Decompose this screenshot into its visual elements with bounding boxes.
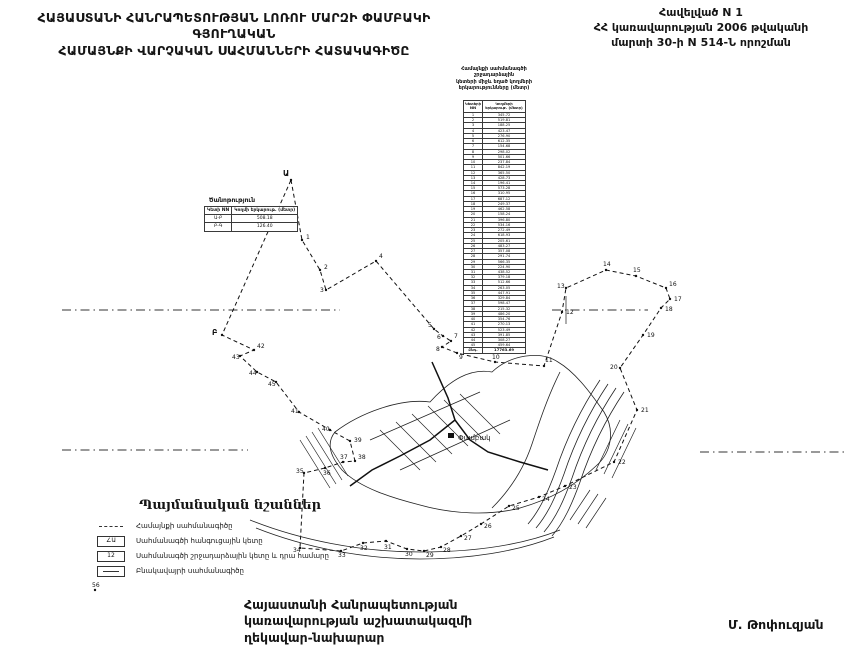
signature-name: Մ. Թոփուզյան (728, 617, 824, 632)
turning-point-symbol-text: 12 (97, 551, 125, 562)
boundary-point-dot (660, 307, 662, 309)
segment-cell: 8 (464, 149, 483, 154)
segment-cell: 687.12 (483, 196, 526, 201)
segment-cell: 215.32 (483, 306, 526, 311)
node-point-symbol-text: ∠Ա (97, 536, 125, 547)
legend-item-turning-point (96, 551, 364, 561)
annex-line1: Հավելված N 1 (659, 6, 743, 19)
segment-cell: 44 (464, 338, 483, 343)
boundary-point-dot (538, 496, 540, 498)
boundary-point-label: 40 (322, 426, 330, 433)
segment-cell: 21 (464, 217, 483, 222)
segment-table-title-line3: երկարությունները (մետր) (458, 84, 530, 91)
mini-table-cell: 508.18 (232, 215, 298, 223)
segment-cell: 423.47 (483, 128, 526, 133)
boundary-point-dot (433, 328, 435, 330)
segment-cell: 31 (464, 269, 483, 274)
signatory-line1: Հայաստանի Հանրապետության (244, 597, 458, 612)
segment-cell: 10 (464, 160, 483, 165)
mini-col-length: Կողմի երկարութ. (մետր) (232, 207, 298, 215)
boundary-point-label: 39 (354, 437, 362, 444)
boundary-point-label: 25 (512, 505, 520, 512)
segment-cell: 7 (464, 144, 483, 149)
segment-cell: 483.27 (483, 243, 526, 248)
boundary-point-label: 6 (437, 334, 441, 341)
segment-cell: 19 (464, 207, 483, 212)
segment-table-title-line1: Համայնքի սահմանագծի շրջադարձային (461, 66, 527, 79)
boundary-point-label: 26 (484, 523, 492, 530)
segment-cell: 17 (464, 196, 483, 201)
boundary-point-dot (221, 334, 223, 336)
segment-cell: 13 (464, 175, 483, 180)
segment-cell: 224.90 (483, 264, 526, 269)
boundary-point-label: 41 (291, 408, 299, 415)
segment-total-value: 17763.69 (483, 348, 526, 353)
boundary-point-dot (613, 461, 615, 463)
boundary-point-dot (635, 275, 637, 277)
boundary-point-dot (508, 505, 510, 507)
boundary-point-label: 23 (569, 484, 577, 491)
boundary-point-label: 38 (358, 454, 366, 461)
boundary-point-dot (324, 467, 326, 469)
segment-cell: 26 (464, 243, 483, 248)
boundary-point-dot (349, 440, 351, 442)
segment-cell: 357.08 (483, 249, 526, 254)
segment-cell: 354.76 (483, 317, 526, 322)
mini-table-title: Ծանոթություն (208, 197, 256, 204)
segment-cell: 365.50 (483, 170, 526, 175)
annex-line3: մարտի 30-ի N 514-Ն որոշման (611, 35, 791, 49)
boundary-point-label: 31 (384, 544, 392, 551)
segment-cell: 5 (464, 133, 483, 138)
boundary-point-label: 11 (545, 357, 553, 364)
boundary-point-label: 28 (443, 547, 451, 554)
boundary-point-label: Բ (212, 328, 218, 337)
mini-table-cell: 126.40 (232, 223, 298, 231)
segment-cell: 459.64 (483, 343, 526, 348)
boundary-point-dot (385, 540, 387, 542)
boundary-point-label: 12 (566, 309, 574, 316)
legend-item-label: Սահմանագծի շրջադարձային կետը և դրա համարը (136, 552, 329, 560)
segment-cell: 573.28 (483, 186, 526, 191)
mini-table-row (205, 223, 298, 231)
node-segments-table (204, 206, 298, 232)
segment-cell: 519.81 (483, 118, 526, 123)
segment-cell: 12 (464, 170, 483, 175)
segment-cell: 396.80 (483, 217, 526, 222)
mini-table-cell: Բ-Գ (205, 223, 232, 231)
segment-cell: 447.91 (483, 290, 526, 295)
boundary-point-label: 43 (232, 354, 240, 361)
segment-cell: 276.90 (483, 133, 526, 138)
segment-table-body (464, 112, 526, 348)
boundary-point-dot (253, 349, 255, 351)
mini-col-points: Կետի NN (205, 207, 232, 215)
legend-item-boundary (96, 521, 364, 531)
page-title-line2: ՀԱՄԱՅՆՔԻ ՎԱՐՉԱԿԱՆ ՍԱՀՄԱՆՆԵՐԻ ՀԱՏԱԿԱԳԻԾԸ (58, 42, 410, 58)
segment-cell: 18 (464, 201, 483, 206)
boundary-point-dot (636, 409, 638, 411)
segment-cell: 428.73 (483, 175, 526, 180)
segment-cell: 249.37 (483, 201, 526, 206)
signatory-line2: կառավարության աշխատակազմի (244, 613, 473, 629)
segment-cell: 501.66 (483, 154, 526, 159)
segment-cell: 612.35 (483, 139, 526, 144)
boundary-point-dot (561, 311, 563, 313)
segment-cell: 379.18 (483, 275, 526, 280)
segment-cell: 270.13 (483, 322, 526, 327)
segment-cell: 3 (464, 123, 483, 128)
boundary-point-dot (456, 352, 458, 354)
segment-cell: 11 (464, 165, 483, 170)
boundary-point-label: 13 (557, 283, 565, 290)
segment-cell: 9 (464, 154, 483, 159)
segment-cell: 298.02 (483, 149, 526, 154)
segment-cell: 310.95 (483, 191, 526, 196)
boundary-point-label: 19 (647, 332, 655, 339)
segment-table-title (444, 66, 544, 91)
community-boundary-line (222, 180, 670, 551)
boundary-point-label: 44 (249, 370, 257, 377)
segment-cell: 345.72 (483, 112, 526, 117)
segment-cell: 42 (464, 327, 483, 332)
boundary-point-label: 29 (426, 552, 434, 559)
boundary-point-dot (325, 289, 327, 291)
boundary-point-dot (669, 298, 671, 300)
segment-cell: 25 (464, 238, 483, 243)
boundary-point-dot (423, 550, 425, 552)
boundary-point-label: 33 (338, 552, 346, 559)
segment-cell: 154.68 (483, 144, 526, 149)
segment-cell: 523.49 (483, 327, 526, 332)
segment-cell: 30 (464, 264, 483, 269)
boundary-point-label: 37 (340, 454, 348, 461)
segment-cell: 272.49 (483, 228, 526, 233)
boundary-point-dot (290, 179, 292, 181)
segment-col-points: Կետերի NN (465, 101, 482, 111)
boundary-point-dot (440, 546, 442, 548)
segment-cell: 39 (464, 311, 483, 316)
segment-cell: 35 (464, 290, 483, 295)
segment-cell: 263.05 (483, 285, 526, 290)
settlement-boundary-box (97, 566, 125, 577)
segment-cell: 842.19 (483, 165, 526, 170)
segment-cell: 27 (464, 249, 483, 254)
boundary-point-label: 9 (459, 354, 463, 361)
segment-cell: 36 (464, 296, 483, 301)
boundary-point-label: 27 (464, 535, 472, 542)
boundary-point-label: 20 (610, 364, 618, 371)
boundary-point-dot (565, 287, 567, 289)
boundary-point-dot (354, 460, 356, 462)
boundary-point-label: Ա (283, 169, 290, 178)
boundary-point-dot (301, 239, 303, 241)
mini-table-cell: Ա-Բ (205, 215, 232, 223)
segment-cell: 291.74 (483, 254, 526, 259)
legend-item-label: Համայնքի սահմանագիծը (136, 522, 233, 530)
boundary-point-label: 21 (641, 407, 649, 414)
boundary-point-label: 5 (428, 322, 432, 329)
boundary-point-dot (319, 269, 321, 271)
boundary-point-label: 45 (268, 381, 276, 388)
legend-item-settlement-boundary (96, 566, 364, 576)
boundary-point-label: 30 (405, 551, 413, 558)
boundary-point-dot (460, 535, 462, 537)
signatory-line3: ղեկավար-նախարար (244, 629, 385, 645)
segment-cell: 6 (464, 139, 483, 144)
boundary-point-dot (480, 523, 482, 525)
segment-cell: 43 (464, 332, 483, 337)
road-lines (350, 362, 548, 486)
segment-cell: 20 (464, 212, 483, 217)
segment-cell: 41 (464, 322, 483, 327)
boundary-point-label: 32 (360, 545, 368, 552)
village-center-marker (448, 433, 454, 438)
segment-cell: 205.61 (483, 238, 526, 243)
boundary-point-label: 7 (454, 333, 458, 340)
boundary-point-dot (665, 287, 667, 289)
legend (96, 498, 364, 581)
boundary-point-dot (494, 361, 496, 363)
segment-cell: 618.93 (483, 233, 526, 238)
segment-cell: 534.16 (483, 222, 526, 227)
segment-table-title-line2: կետերի միջև եղած կողմերի (455, 78, 533, 85)
boundary-point-label: 36 (323, 470, 331, 477)
boundary-point-dot (94, 589, 96, 591)
segment-cell: 1 (464, 112, 483, 117)
segment-cell: 438.52 (483, 269, 526, 274)
segment-cell: 29 (464, 259, 483, 264)
boundary-point-label: 1 (306, 234, 310, 241)
boundary-point-label: 34 (293, 547, 301, 554)
segment-cell: 2 (464, 118, 483, 123)
boundary-point-dot (642, 334, 644, 336)
segment-cell: 22 (464, 222, 483, 227)
dashed-line-symbol (96, 521, 126, 531)
boundary-point-label: 16 (669, 281, 677, 288)
boundary-point-label: 8 (436, 346, 440, 353)
legend-title: Պայմանական նշաններ (138, 498, 322, 513)
segment-cell: 37 (464, 301, 483, 306)
boundary-point-dot (543, 365, 545, 367)
segment-cell: 391.85 (483, 332, 526, 337)
segment-length-table (463, 100, 526, 354)
segment-col-length: Կողմերի երկարութ. (մետր) (483, 101, 526, 113)
boundary-point-label: 15 (633, 267, 641, 274)
segment-cell: 33 (464, 280, 483, 285)
segment-cell: 40 (464, 317, 483, 322)
mini-table-body (205, 215, 298, 231)
page-title-line1: ՀԱՅԱՍՏԱՆԻ ՀԱՆՐԱՊԵՏՈՒԹՅԱՆ ԼՈՌՈՒ ՄԱՐԶԻ ՓԱՄԲԱԿԻ ԳՅՈՒՂԱԿԱՆ (37, 10, 431, 42)
segment-cell: 566.35 (483, 259, 526, 264)
segment-cell: 237.84 (483, 160, 526, 165)
boundary-point-label: 18 (665, 306, 673, 313)
signatory-title (244, 597, 472, 646)
segment-total-label: Ընդ. (464, 348, 483, 353)
segment-cell: 34 (464, 285, 483, 290)
boundary-point-dot (619, 367, 621, 369)
segment-cell: 486.20 (483, 311, 526, 316)
segment-cell: 32 (464, 275, 483, 280)
segment-cell: 196.41 (483, 180, 526, 185)
annex-line2: ՀՀ կառավարության 2006 թվականի (593, 20, 809, 34)
boundary-point-label: 4 (379, 253, 383, 260)
node-point-symbol (96, 536, 126, 546)
segment-cell: 45 (464, 343, 483, 348)
segment-cell: 28 (464, 254, 483, 259)
segment-cell: 14 (464, 180, 483, 185)
segment-cell: 16 (464, 191, 483, 196)
boundary-point-dot (450, 340, 452, 342)
boundary-point-dot (564, 485, 566, 487)
segment-cell: 308.27 (483, 338, 526, 343)
boundary-point-label: 24 (542, 496, 550, 503)
segment-cell: 38 (464, 306, 483, 311)
boundary-point-label: 22 (618, 459, 626, 466)
boundary-point-dot (605, 269, 607, 271)
boundary-point-label: 10 (492, 354, 500, 361)
boundary-point-label: 42 (257, 343, 265, 350)
segment-cell: 158.24 (483, 212, 526, 217)
segment-cell: 598.47 (483, 301, 526, 306)
boundary-point-dot (406, 548, 408, 550)
boundary-point-label: 17 (674, 296, 682, 303)
segment-cell: 188.25 (483, 123, 526, 128)
boundary-point-label: 35 (296, 468, 304, 475)
segment-cell: 462.58 (483, 207, 526, 212)
boundary-point-label: 56 (92, 582, 100, 589)
boundary-point-dot (442, 335, 444, 337)
segment-cell: 329.84 (483, 296, 526, 301)
village-name-label: Փամբակ (458, 434, 491, 442)
boundary-point-label: 2 (324, 264, 328, 271)
settlement-boundary-symbol (96, 566, 126, 576)
mini-table-row (205, 215, 298, 223)
legend-item-node-point (96, 536, 364, 546)
boundary-point-dot (375, 260, 377, 262)
segment-cell: 15 (464, 186, 483, 191)
segment-total-row (464, 348, 526, 353)
boundary-point-dot (441, 346, 443, 348)
boundary-point-dot (342, 461, 344, 463)
segment-cell: 23 (464, 228, 483, 233)
segment-cell: 512.66 (483, 280, 526, 285)
legend-item-label: Սահմանագծի հանգուցային կետը (136, 537, 263, 545)
segment-cell: 4 (464, 128, 483, 133)
segment-cell: 24 (464, 233, 483, 238)
turning-point-symbol (96, 551, 126, 561)
boundary-point-label: 3 (320, 287, 324, 294)
legend-item-label: Բնակավայրի սահմանագիծը (136, 567, 244, 575)
boundary-point-label: 14 (603, 261, 611, 268)
